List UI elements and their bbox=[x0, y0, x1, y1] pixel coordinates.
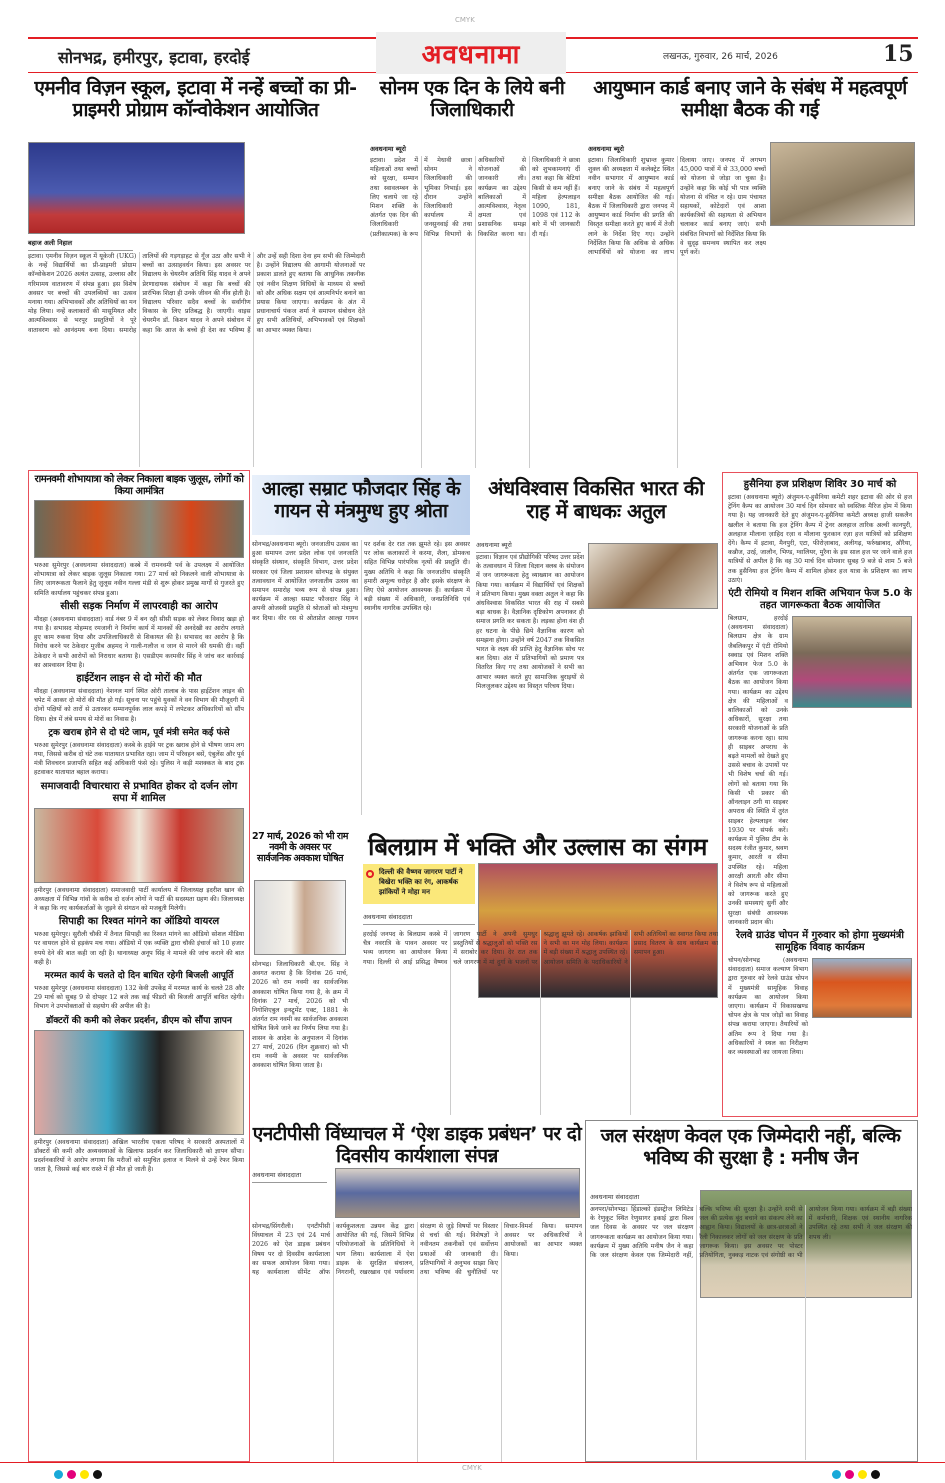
headline-school: एमनीव विज़न स्कूल, इटावा में नन्हें बच्चों का प्री-प्राइमरी प्रोग्राम कॉन्वोकेशन आयोजित bbox=[34, 77, 357, 121]
newspaper-logo: अवधनामा bbox=[376, 32, 566, 74]
photo-credit: बहाज अली निहाल bbox=[28, 238, 133, 251]
cmyk-mark-bottom: CMYK bbox=[462, 1464, 482, 1472]
rally-photo bbox=[34, 500, 244, 558]
brief-headline: हाईटेंशन लाइन से दो मोरों की मौत bbox=[76, 673, 202, 685]
brief-1 bbox=[34, 673, 244, 724]
bilgram-callout: दिल्ली की वैष्णव जागरण पार्टी ने बिखेरा भक्ति का रंग, आकर्षक झांकियों ने मोहा मन bbox=[363, 864, 475, 904]
headline-romeo: एंटी रोमियो व मिशन शक्ति अभियान फेज 5.0 के तहत जागरूकता बैठक आयोजित bbox=[728, 588, 912, 612]
headline-ntpc: एनटीपीसी विंध्याचल में ‘ऐश डाइक प्रबंधन’ पर दो दिवसीय कार्यशाला संपन्न bbox=[252, 1123, 582, 1167]
registration-dots-right bbox=[830, 1464, 882, 1483]
school-convocation-photo bbox=[28, 142, 245, 234]
brief-4 bbox=[34, 916, 244, 967]
headline-bilgram: बिलग्राम में भक्ति और उल्लास का संगम bbox=[368, 833, 707, 861]
andhvishwas-byline: अवधनामा ब्यूरो bbox=[476, 540, 581, 553]
vivah-photo bbox=[812, 958, 912, 1018]
bilgram-body: हरदोई जनपद के बिलग्राम कस्बे में चैत्र नवरात्रि के पावन अवसर पर भव्य जागरण का आयोजन किया गया। दिल्ली से आई प्रसिद्ध वैष्णव जागरण पार्टी ने अपनी सुमधुर प्रस्तुतियों से श्रद्धालुओं को भक्ति रस में सराबोर कर दिया। देर रात तक चले जागरण में मां दुर्गा के भजनों पर श्रद्धालु झूमते रहे। आकर्षक झांकियों ने सभी का मन मोह लिया। कार्यक्रम में बड़ी संख्या में श्रद्धालु उपस्थित रहे। आयोजन समिति के पदाधिकारियों ने सभी अतिथियों का स्वागत किया तथा प्रसाद वितरण के साथ कार्यक्रम का समापन हुआ। bbox=[363, 931, 718, 966]
masthead bbox=[28, 37, 918, 73]
rally-body: भरुआ सुमेरपुर (अवधनामा संवाददाता) कस्बे में रामनवमी पर्व के उपलक्ष्य में आयोजित शोभायात्रा को लेकर बाइक जुलूस निकाला गया। 27 मार्च को निकलने वाली शोभायात्रा के लिए जागरूकता फैलाने हेतु जुलूस नवीन गल्ला मंडी से शुरू होकर प्रमुख मार्गों से गुजरते हुए समिति कार्यालय पहुंचकर संपन्न हुआ। bbox=[34, 562, 244, 597]
school-body: इटावा। एमनीव विज़न स्कूल में यूकेजी (UKG) के नन्हें विद्यार्थियों का प्री-प्राइमरी प्रोग्राम कॉन्वोकेशन 2026 अत्यंत उत्साह, उल्लास और गरिमामय वातावरण में संपन्न हुआ। इस विशेष अवसर पर बच्चों की उपलब्धियों का उत्सव मनाया गया। अभिभावकों और अतिथियों का मन मोह लिया। नन्हें कलाकारों की मासूमियत और आत्मविश्वास से भरपूर प्रस्तुतियों ने पूरे वातावरण को आनंदमय बना दिया। समारोह तालियों की गड़गड़ाहट से गूँज उठा और सभी ने बच्चों का उत्साहवर्धन किया। इस अवसर पर विद्यालय के चेयरमैन अतिथि सिंह यादव ने अपने प्रेरणादायक संबोधन में कहा कि बच्चों की प्रारंभिक शिक्षा ही उनके जीवन की नींव होती है। विद्यालय परिवार सदैव बच्चों के सर्वांगीण विकास के लिए प्रतिबद्ध है। जाएगी। वाइस चेयरमैन डॉ. किशन यादव ने अपने संबोधन में कहा कि आज के बच्चे ही देश का भविष्य हैं और उन्हें सही दिशा देना हम सभी की जिम्मेदारी है। उन्होंने विद्यालय की आगामी योजनाओं पर प्रकाश डालते हुए बताया कि आधुनिक तकनीक एवं नवीन शिक्षण विधियों के माध्यम से बच्चों को और अधिक सक्षम एवं आत्मनिर्भर बनाने का प्रयास किया जाएगा। कार्यक्रम के अंत में प्रधानाचार्य पंकज शर्मा ने समापन संबोधन देते हुए सभी अतिथियों, अभिभावकों एवं शिक्षकों का आभार व्यक्त किया। bbox=[28, 253, 365, 334]
alha-body: सोनभद्र/अवधनामा ब्यूरो। जनजातीय उत्सव का हुआ समापन उत्तर प्रदेश लोक एवं जनजाति संस्कृति संस्थान, संस्कृति विभाग, उत्तर प्रदेश सरकार एवं जिला प्रशासन सोनभद्र के संयुक्त तत्वावधान में आयोजित जनजातीय उत्सव का समापन समारोह भव्य रूप से संपन्न हुआ। कार्यक्रम में आल्हा सम्राट फौजदार सिंह ने अपनी ओजस्वी प्रस्तुति से श्रोताओं को मंत्रमुग्ध कर दिया। वीर रस से ओतप्रोत आल्हा गायन पर दर्शक देर रात तक झूमते रहे। इस अवसर पर लोक कलाकारों ने करमा, शैला, डोमकच सहित विभिन्न पारंपरिक नृत्यों की प्रस्तुति दी। मुख्य अतिथि ने कहा कि जनजातीय संस्कृति हमारी अमूल्य धरोहर है और इसके संरक्षण के लिए ऐसे आयोजन आवश्यक हैं। कार्यक्रम में बड़ी संख्या में अधिकारी, जनप्रतिनिधि एवं स्थानीय नागरिक उपस्थित रहे। bbox=[252, 541, 470, 622]
vivah-body: चोपन/सोनभद्र (अवधनामा संवाददाता) समाज कल्याण विभाग द्वारा गुरुवार को रेलवे ग्राउंड चोपन में मुख्यमंत्री सामूहिक विवाह कार्यक्रम का आयोजन किया जाएगा। कार्यक्रम में विकासखण्ड चोपन क्षेत्र के पात्र जोड़ों का विवाह संपन्न कराया जाएगा। तैयारियों को अंतिम रूप दे दिया गया है। अधिकारियों ने स्थल का निरीक्षण कर व्यवस्थाओं का जायजा लिया। bbox=[728, 956, 808, 1056]
headline-sonam: सोनम एक दिन के लिये बनी जिलाधिकारी bbox=[379, 77, 565, 121]
andhvishwas-body: इटावा। विज्ञान एवं प्रौद्योगिकी परिषद उत्तर प्रदेश के तत्वावधान में जिला विज्ञान क्लब के संयोजन में जन जागरूकता हेतु व्याख्यान का आयोजन किया गया। कार्यक्रम में विद्यार्थियों एवं शिक्षकों ने प्रतिभाग किया। मुख्य वक्ता अतुल ने कहा कि अंधविश्वास विकसित भारत की राह में सबसे बड़ा बाधक है। वैज्ञानिक दृष्टिकोण अपनाकर ही समाज प्रगति कर सकता है। लड़का होना वंश ही हर घटना के पीछे छिपे वैज्ञानिक कारण को समझना होगा। उन्होंने वर्ष 2047 तक विकसित भारत के लक्ष्य की प्राप्ति हेतु वैज्ञानिक सोच पर बल दिया। अंत में प्रतिभागियों को प्रमाण पत्र वितरित किए गए तथा आयोजकों ने सभी का आभार व्यक्त करते हुए सामाजिक बुराइयों से मिलजुलकर उद्देश्य का विस्तृत परिचय दिया। bbox=[476, 554, 584, 690]
romeo-body: बिलग्राम, हरदोई (अवधनामा संवाददाता) बिलग्राम क्षेत्र के ग्राम जैबलिकपुर में एंटी रोमियो स्क्वाड एवं मिशन शक्ति अभियान फेज 5.0 के अंतर्गत एक जागरूकता बैठक का आयोजन किया गया। कार्यक्रम का उद्देश्य क्षेत्र की महिलाओं व बालिकाओं को उनके अधिकारों, सुरक्षा तथा सरकारी योजनाओं के प्रति जागरूक करना रहा। साथ ही साइबर अपराध के बढ़ते मामलों को देखते हुए उससे बचाव के उपायों पर भी विशेष चर्चा की गई। लोगों को बताया गया कि किसी भी प्रकार की ऑनलाइन ठगी या साइबर अपराध की स्थिति में तुरंत साइबर हेल्पलाइन नंबर 1930 पर संपर्क करें। कार्यक्रम में पुलिस टीम के सदस्य रंजीत कुमार, श्रवण कुमार, आरती व सीमा उपस्थित रहे। महिला आरक्षी आरती और सीमा ने विशेष रूप से महिलाओं को जागरूक करते हुए उनकी समस्याएं सुनीं और सुरक्षा संबंधी आवश्यक जानकारी प्रदान की। bbox=[728, 615, 788, 926]
headline-alha: आल्हा सम्राट फौजदार सिंह के गायन से मंत्रमुग्ध हुए श्रोता bbox=[252, 475, 470, 535]
protest-photo bbox=[34, 1030, 244, 1135]
headline-vivah: रेलवे ग्राउंड चोपन में गुरुवार को होगा मुख्यमंत्री सामूहिक विवाह कार्यक्रम bbox=[736, 929, 904, 953]
brief-6 bbox=[34, 1015, 244, 1175]
brief-body: मौदहा (अवधनामा संवाददाता) नेशनल मार्ग स्थित ओरी तालाब के पास हाईटेंशन लाइन की चपेट में आकर दो मोरों की मौत हो गई। सूचना पर पहुंचे युवकों ने वन विभाग की मौजूदगी में दोनों पक्षियों को तारों से उतारकर सम्मानपूर्वक लाल कपड़े में लपेटकर अधिकारियों को सौंप दिया। क्षेत्र में लंबे समय से मोरों का निवास है। bbox=[34, 688, 244, 723]
cmyk-mark-top: CMYK bbox=[455, 16, 475, 24]
registration-dots-left bbox=[52, 1464, 104, 1483]
headline-jal: जल संरक्षण केवल एक जिम्मेदारी नहीं, बल्कि भविष्य की सुरक्षा है : मनीष जैन bbox=[600, 1125, 901, 1169]
brief-body: भरुआ सुमेरपुर (अवधनामा संवाददाता) कस्बे के हाईवे पर ट्रक खराब होने से भीषण जाम लग गया, जिससे करीब दो घंटे तक यातायात प्रभावित रहा। जाम में परिवहन बसें, एंबुलेंस और पूर्व मंत्री शिवचरन प्रजापति सहित कई अधिकारी फंसे रहे। पुलिस ने कड़ी मशक्कत के बाद ट्रक हटवाकर यातायात बहाल कराया। bbox=[34, 741, 244, 777]
brief-2 bbox=[34, 727, 244, 778]
headline-rally: रामनवमी शोभायात्रा को लेकर निकाला बाइक जुलूस, लोगों को किया आमंत्रित bbox=[34, 474, 244, 497]
brief-3 bbox=[34, 781, 244, 914]
dateline: लखनऊ, गुरुवार, 26 मार्च, 2026 bbox=[663, 52, 778, 62]
bilgram-byline: अवधनामा संवाददाता bbox=[363, 912, 475, 925]
brief-headline: मरम्मत कार्य के चलते दो दिन बाधित रहेगी बिजली आपूर्ति bbox=[44, 971, 234, 982]
section-title: सोनभद्र, हमीरपुर, इटावा, हरदोई bbox=[58, 48, 250, 67]
headline-andhvishwas: अंधविश्वास विकसित भारत की राह में बाधकः अतुल bbox=[488, 476, 704, 523]
hajj-body: इटावा (अवधनामा ब्यूरो) अंजुमन-ए-हुसैनिया कमेटी शहर इटावा की ओर से हज ट्रेनिंग कैम्प का आयोजन 30 मार्च दिन सोमवार को स्वस्तिक मैरिज होम में किया गया है। यह जानकारी देते हुए अंजुमन-ए-हुसैनिया कमेटी अध्यक्ष हाजी सकलैन खलील ने बताया कि हज ट्रेनिंग कैम्प में ट्रेनर अलहाज तारिक अल्वी कानपुरी, अलहाज मौलाना ज़ाहिद रज़ा व मौलाना फुरकान रज़ा हज यात्रियों को प्रशिक्षण देंगे। कैम्प में इटावा, मैनपुरी, एटा, फीरोज़ाबाद, अलीगढ़, फर्रुखाबाद, औरैया, कन्नौज, उरई, जालौन, भिण्ड, ग्वालियर, मुरैना के इस साल हज पर जाने वाले हज यात्रियों से अपील है कि वह 30 मार्च दिन सोमवार सुबह 9 बजे से शाम 5 बजे तक हुसैनिया हज ट्रेनिंग कैम्प में शामिल होकर हज यात्रा के प्रशिक्षण का लाभ उठाएं। bbox=[728, 494, 912, 584]
ayushman-body: इटावा। जिलाधिकारी शुभ्रान्त कुमार शुक्ल की अध्यक्षता में कलेक्ट्रेट स्थित नवीन सभागार में आयुष्मान कार्ड बनाए जाने के संबंध में महत्वपूर्ण समीक्षा बैठक आयोजित की गई। बैठक में जिलाधिकारी द्वारा जनपद में आयुष्मान कार्ड निर्माण की प्रगति की विस्तृत समीक्षा करते हुए कार्य में तेजी लाने के निर्देश दिए गए। उन्होंने निर्देशित किया कि अधिक से अधिक लाभार्थियों को योजना का लाभ दिलाया जाए। जनपद में लगभग 45,000 पात्रों में से 33,000 बच्चों को योजना से जोड़ा जा चुका है। उन्होंने कहा कि कोई भी पात्र व्यक्ति योजना से वंचित न रहे। ग्राम पंचायत सहायकों, कोटेदारों एवं आशा कार्यकत्रियों की सहायता से अभियान चलाकर कार्ड बनाए जाएं। सभी संबंधित विभागों को निर्देशित किया कि वे सुदृढ़ समन्वय स्थापित कर लक्ष्य पूर्ण करें। bbox=[588, 157, 766, 257]
brief-body: हमीरपुर (अवधनामा संवाददाता) समाजवादी पार्टी कार्यालय में जिलाध्यक्ष इदरीश खान की अध्यक्षता में विभिन्न गांवों के करीब दो दर्जन लोगों ने पार्टी की सदस्यता ग्रहण की। जिलाध्यक्ष ने कहा कि नए कार्यकर्ताओं के जुड़ने से संगठन को मजबूती मिलेगी। bbox=[34, 886, 244, 913]
brief-body: हमीरपुर (अवधनामा संवाददाता) अखिल भारतीय एकता परिषद ने सरकारी अस्पतालों में डॉक्टरों की कमी और अव्यवस्थाओं के खिलाफ प्रदर्शन कर जिलाधिकारी को ज्ञापन सौंपा। प्रदर्शनकारियों ने आरोप लगाया कि मरीजों को समुचित इलाज न मिलने से उन्हें रेफर किया जाता है, जिससे कई बार रास्ते में ही मौत हो जाती है। bbox=[34, 1138, 244, 1174]
ayushman-byline: अवधनामा ब्यूरो bbox=[588, 145, 624, 153]
brief-headline: सीसी सड़क निर्माण में लापरवाही का आरोप bbox=[60, 600, 218, 612]
brief-body: भरुआ सुमेरपुर। सुरौली चौकी में तैनात सिपाही का रिश्वत मांगने का ऑडियो सोशल मीडिया पर वायरल होने से हड़कंप मच गया। ऑडियो में एक व्यक्ति द्वारा चौकी इंचार्ज को 10 हजार रुपये देने की बात कही जा रही है। थानाध्यक्ष अनूप सिंह ने मामले की जांच कराने की बात कही है। bbox=[34, 931, 244, 966]
right-briefs-box bbox=[722, 472, 918, 1117]
headline-holiday: 27 मार्च, 2026 को भी राम नवमी के अवसर पर सार्वजनिक अवकाश घोषित bbox=[252, 831, 348, 864]
brief-0 bbox=[34, 601, 244, 670]
headline-ayushman: आयुष्मान कार्ड बनाए जाने के संबंध में महत्वपूर्ण समीक्षा बैठक की गई bbox=[593, 77, 907, 121]
brief-headline: ट्रक खराब होने से दो घंटे जाम, पूर्व मंत्री समेत कई फंसे bbox=[48, 727, 230, 738]
andhvishwas-photo bbox=[588, 543, 718, 609]
sonam-byline: अवधनामा ब्यूरो bbox=[370, 145, 406, 153]
briefs-box bbox=[28, 470, 250, 1462]
brief-body: मौदहा (अवधनामा संवाददाता) वार्ड नंबर 9 में बन रही सीसी सड़क को लेकर विवाद खड़ा हो गया है। सभासद मोहम्मद रमजानी ने निर्माण कार्य में मानकों की अनदेखी का आरोप लगाते हुए काम रुकवा दिया और उपजिलाधिकारी से शिकायत की है। सभासद का आरोप है कि विरोध करने पर ठेकेदार मुजीब अहमद ने गाली-गलौज व जान से मारने की धमकी दी। वहीं ठेकेदार ने सभी आरोपों को निराधार बताया है। एसडीएम करमवीर सिंह ने जांच कर कार्रवाई का आश्वासन दिया है। bbox=[34, 615, 244, 669]
brief-5 bbox=[34, 970, 244, 1012]
jal-body: अनपरा/सोनभद्र। हिंडाल्को इंडस्ट्रीज लिमिटेड के रेणुकूट स्थित रेणुसागर इकाई द्वारा विश्व जल दिवस के अवसर पर जल संरक्षण जागरूकता कार्यक्रम का आयोजन किया गया। कार्यक्रम में मुख्य अतिथि मनीष जैन ने कहा कि जल संरक्षण केवल एक जिम्मेदारी नहीं, बल्कि भविष्य की सुरक्षा है। उन्होंने सभी से जल की प्रत्येक बूंद बचाने का संकल्प लेने का आह्वान किया। विद्यालयों के छात्र-छात्राओं ने रैली निकालकर लोगों को जल संरक्षण के प्रति जागरूक किया। इस अवसर पर पोस्टर प्रतियोगिता, नुक्कड़ नाटक एवं संगोष्ठी का भी आयोजन किया गया। कार्यक्रम में बड़ी संख्या में कर्मचारी, शिक्षक एवं स्थानीय नागरिक उपस्थित रहे तथा सभी ने जल संरक्षण की शपथ ली। bbox=[590, 1206, 912, 1260]
jal-byline: अवधनामा संवाददाता bbox=[590, 1192, 665, 1205]
brief-headline: डॉक्टरों की कमी को लेकर प्रदर्शन, डीएम को सौंपा ज्ञापन bbox=[46, 1015, 232, 1026]
district-magistrate-photo bbox=[254, 880, 346, 955]
brief-headline: समाजवादी विचारधारा से प्रभावित होकर दो दर्जन लोग सपा में शामिल bbox=[40, 780, 238, 804]
bullet-icon bbox=[366, 870, 374, 878]
romeo-photo bbox=[792, 616, 912, 708]
sp-joining-photo bbox=[34, 808, 244, 883]
ntpc-body: सोनभद्र/सिंगरौली। एनटीपीसी विंध्याचल में 23 एवं 24 मार्च 2026 को ऐश डाइक प्रबंधन विषय पर दो दिवसीय कार्यशाला का सफल आयोजन किया गया। यह कार्यशाला सीमेंट ऑफ कार्यकुशलता उन्नयन केंद्र द्वारा आयोजित की गई, जिसमें विभिन्न परियोजनाओं के प्रतिनिधियों ने भाग लिया। कार्यशाला में ऐश डाइक के सुरक्षित संचालन, निगरानी, रखरखाव एवं पर्यावरण संरक्षण से जुड़े विषयों पर विस्तार से चर्चा की गई। विशेषज्ञों ने नवीनतम तकनीकों एवं सर्वोत्तम प्रथाओं की जानकारी दी। प्रतिभागियों ने अनुभव साझा किए तथा भविष्य की चुनौतियों पर विचार-विमर्श किया। समापन अवसर पर अधिकारियों ने आयोजकों का आभार व्यक्त किया। bbox=[252, 1223, 582, 1277]
sonam-body: इटावा। प्रदेश में महिलाओं तथा बच्चों को सुरक्षा, सम्मान तथा स्वावलम्बन के लिए चलाये जा रहे मिशन शक्ति के अंतर्गत एक दिन की जिलाधिकारी (प्रतीकात्मक) के रूप में मेधावी छात्रा सोनम ने जिलाधिकारी की भूमिका निभाई। इस दौरान उन्होंने जिलाधिकारी कार्यालय में जनसुनवाई की तथा विभिन्न विभागों के अधिकारियों से योजनाओं की जानकारी ली। कार्यक्रम का उद्देश्य बालिकाओं में आत्मविश्वास, नेतृत्व क्षमता एवं प्रशासनिक समझ विकसित करना था। जिलाधिकारी ने छात्रा को शुभकामनाएं दीं तथा कहा कि बेटियां किसी से कम नहीं हैं। महिला हेल्पलाइन 1090, 181, 1098 एवं 112 के बारे में भी जानकारी दी गई। bbox=[370, 157, 580, 238]
brief-body: भरुआ सुमेरपुर (अवधनामा संवाददाता) 132 केवी उपकेंद्र में मरम्मत कार्य के चलते 28 और 29 मार्च को सुबह 9 से दोपहर 12 बजे तक कई फीडरों की बिजली आपूर्ति बाधित रहेगी। विभाग ने उपभोक्ताओं से सहयोग की अपील की है। bbox=[34, 985, 244, 1011]
headline-hajj: हुसैनिया हज प्रशिक्षण शिविर 30 मार्च को bbox=[743, 479, 897, 490]
ayushman-meeting-photo bbox=[770, 142, 915, 226]
ntpc-byline: अवधनामा संवाददाता bbox=[252, 1170, 327, 1183]
ntpc-group-photo bbox=[335, 1168, 580, 1218]
brief-headline: सिपाही का रिश्वत मांगने का ऑडियो वायरल bbox=[58, 916, 220, 928]
holiday-body: सोनभद्र। जिलाधिकारी बी.एन. सिंह ने अवगत कराया है कि दिनांक 26 मार्च, 2026 को राम नवमी का सार्वजनिक अवकाश घोषित किया गया है, के क्रम में दिनांक 27 मार्च, 2026 को भी निगोशिएबुल इन्स्ट्रूमेंट एक्ट, 1881 के अंतर्गत राम नवमी का सार्वजनिक अवकाश घोषित किये जाने का निर्णय लिया गया है। शासन के आदेश के अनुपालन में दिनांक 27 मार्च, 2026 (दिन शुक्रवार) को भी राम नवमी के अवसर पर सार्वजनिक अवकाश घोषित किया जाता है। bbox=[252, 961, 348, 1070]
page-number: 15 bbox=[883, 41, 914, 67]
footer-rule bbox=[0, 1462, 945, 1463]
